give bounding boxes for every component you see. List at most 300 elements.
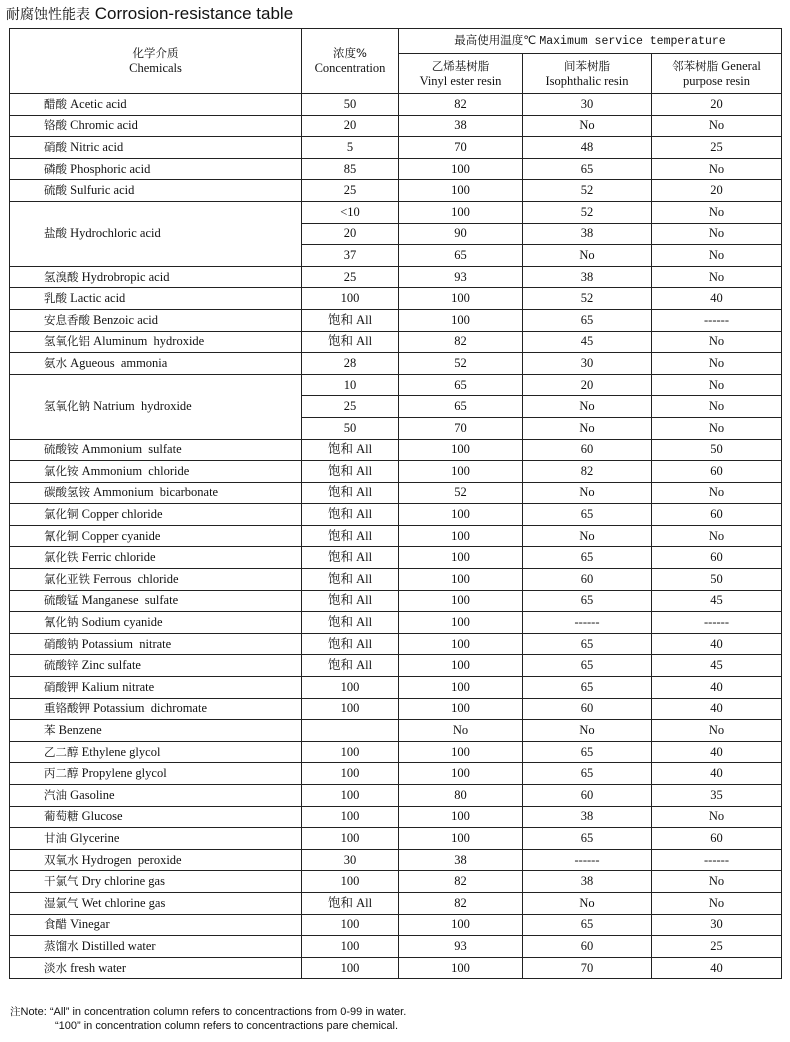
chemical-name-en: Ferrous chloride: [93, 571, 179, 586]
vinyl-ester-cell: 65: [399, 245, 523, 267]
concentration-cell: 饱和 All: [302, 569, 399, 591]
header-max-temp-zh: 最高使用温度℃: [454, 33, 537, 47]
header-conc-en: Concentration: [314, 61, 386, 75]
isophthalic-cell: No: [523, 720, 652, 742]
table-row: [10, 158, 782, 180]
isophthalic-cell: 52: [523, 201, 652, 223]
concentration-cell: 100: [302, 871, 399, 893]
vinyl-ester-cell: 93: [399, 936, 523, 958]
concentration-cell: 100: [302, 763, 399, 785]
chemical-name-zh: 氢氧化钠: [44, 399, 90, 414]
table-row: [10, 266, 782, 288]
chemical-name-zh: 汽油: [44, 787, 67, 802]
general-purpose-cell: 40: [652, 633, 782, 655]
concentration-cell: 100: [302, 957, 399, 979]
chemical-name-en: Glycerine: [70, 830, 120, 845]
concentration-cell: 37: [302, 245, 399, 267]
chemical-name-zh: 氨水: [44, 355, 67, 370]
table-row: [10, 309, 782, 331]
table-row: [10, 785, 782, 807]
chemical-name-cell: [10, 590, 302, 612]
isophthalic-cell: 65: [523, 633, 652, 655]
vinyl-ester-cell: 100: [399, 763, 523, 785]
general-purpose-cell: ------: [652, 612, 782, 634]
chemical-name-zh: 硫酸锰: [44, 593, 79, 608]
chemical-name-cell: [10, 957, 302, 979]
table-row: [10, 353, 782, 375]
chemical-name-en: Ammonium chloride: [81, 463, 190, 478]
chemical-name-zh: 干氯气: [44, 874, 79, 889]
general-purpose-cell: No: [652, 871, 782, 893]
table-row: [10, 569, 782, 591]
chemical-name-zh: 苯: [44, 723, 56, 738]
table-row: [10, 201, 782, 223]
chemical-name-cell: [10, 547, 302, 569]
vinyl-ester-cell: 100: [399, 806, 523, 828]
chemical-name-cell: [10, 94, 302, 116]
vinyl-ester-cell: 100: [399, 914, 523, 936]
chemical-name-cell: [10, 741, 302, 763]
footnote: [10, 1005, 406, 1033]
chemical-name-cell: [10, 180, 302, 202]
table-row: [10, 504, 782, 526]
chemical-name-zh: 氯化铁: [44, 550, 79, 565]
concentration-cell: 100: [302, 677, 399, 699]
general-purpose-cell: No: [652, 720, 782, 742]
table-row: [10, 698, 782, 720]
general-purpose-cell: No: [652, 374, 782, 396]
table-row: [10, 374, 782, 396]
header-gp-zh: 邻苯树脂: [672, 58, 719, 73]
concentration-cell: 50: [302, 417, 399, 439]
vinyl-ester-cell: 70: [399, 417, 523, 439]
chemical-name-zh: 硫酸锌: [44, 658, 79, 673]
table-row: [10, 547, 782, 569]
chemical-name-zh: 甘油: [44, 830, 67, 845]
concentration-cell: 饱和 All: [302, 547, 399, 569]
chemical-name-en: fresh water: [70, 960, 126, 975]
isophthalic-cell: 38: [523, 266, 652, 288]
isophthalic-cell: ------: [523, 612, 652, 634]
chemical-name-cell: [10, 914, 302, 936]
concentration-cell: 饱和 All: [302, 633, 399, 655]
concentration-cell: 饱和 All: [302, 439, 399, 461]
general-purpose-cell: 50: [652, 439, 782, 461]
table-row: [10, 590, 782, 612]
chemical-name-zh: 丙二醇: [44, 766, 79, 781]
concentration-cell: 100: [302, 288, 399, 310]
general-purpose-cell: 40: [652, 763, 782, 785]
table-row: [10, 94, 782, 116]
general-purpose-cell: No: [652, 892, 782, 914]
chemical-name-zh: 硝酸: [44, 139, 67, 154]
chemical-name-en: Chromic acid: [70, 118, 138, 133]
header-isophthalic: [523, 54, 652, 94]
isophthalic-cell: 60: [523, 698, 652, 720]
chemical-name-en: Manganese sulfate: [81, 593, 179, 608]
chemical-name-zh: 食醋: [44, 917, 67, 932]
chemical-name-cell: [10, 763, 302, 785]
chemical-name-en: Potassium nitrate: [81, 636, 172, 651]
chemical-name-en: Ammonium bicarbonate: [93, 485, 219, 500]
general-purpose-cell: 50: [652, 569, 782, 591]
header-concentration: [302, 29, 399, 94]
chemical-name-zh: 氯化铵: [44, 463, 79, 478]
vinyl-ester-cell: 100: [399, 461, 523, 483]
chemical-name-cell: [10, 374, 302, 439]
concentration-cell: 100: [302, 741, 399, 763]
isophthalic-cell: No: [523, 417, 652, 439]
isophthalic-cell: 30: [523, 353, 652, 375]
concentration-cell: 5: [302, 137, 399, 159]
general-purpose-cell: ------: [652, 849, 782, 871]
chemical-name-cell: [10, 936, 302, 958]
chemical-name-cell: [10, 158, 302, 180]
header-max-temp: [399, 29, 782, 54]
chemical-name-zh: 醋酸: [44, 96, 67, 111]
header-iso-en: Isophthalic resin: [545, 73, 629, 88]
vinyl-ester-cell: 100: [399, 957, 523, 979]
chemical-name-cell: [10, 612, 302, 634]
table-row: [10, 439, 782, 461]
table-row: [10, 763, 782, 785]
chemical-name-en: Aluminum hydroxide: [93, 334, 205, 349]
isophthalic-cell: 38: [523, 871, 652, 893]
chemical-name-zh: 硝酸钾: [44, 679, 79, 694]
isophthalic-cell: 65: [523, 590, 652, 612]
general-purpose-cell: 20: [652, 180, 782, 202]
general-purpose-cell: No: [652, 266, 782, 288]
isophthalic-cell: 60: [523, 936, 652, 958]
general-purpose-cell: No: [652, 331, 782, 353]
concentration-cell: <10: [302, 201, 399, 223]
chemical-name-cell: [10, 828, 302, 850]
chemical-name-en: Wet chlorine gas: [81, 895, 166, 910]
chemical-name-en: Copper chloride: [81, 507, 163, 522]
general-purpose-cell: 40: [652, 698, 782, 720]
chemical-name-cell: [10, 201, 302, 266]
isophthalic-cell: 38: [523, 806, 652, 828]
chemical-name-zh: 蒸馏水: [44, 938, 79, 953]
general-purpose-cell: No: [652, 482, 782, 504]
vinyl-ester-cell: 100: [399, 677, 523, 699]
chemical-name-en: Distilled water: [81, 938, 156, 953]
vinyl-ester-cell: 100: [399, 158, 523, 180]
isophthalic-cell: 45: [523, 331, 652, 353]
isophthalic-cell: 70: [523, 957, 652, 979]
corrosion-table: [9, 28, 782, 979]
concentration-cell: 50: [302, 94, 399, 116]
concentration-cell: 饱和 All: [302, 612, 399, 634]
chemical-name-cell: [10, 698, 302, 720]
table-row: [10, 482, 782, 504]
isophthalic-cell: 48: [523, 137, 652, 159]
isophthalic-cell: 60: [523, 569, 652, 591]
concentration-cell: 饱和 All: [302, 461, 399, 483]
isophthalic-cell: 65: [523, 547, 652, 569]
table-row: [10, 892, 782, 914]
chemical-name-en: Dry chlorine gas: [81, 874, 165, 889]
chemical-name-en: Nitric acid: [70, 139, 124, 154]
vinyl-ester-cell: 100: [399, 569, 523, 591]
chemical-name-cell: [10, 353, 302, 375]
general-purpose-cell: 30: [652, 914, 782, 936]
chemical-name-zh: 氰化铜: [44, 528, 79, 543]
chemical-name-cell: [10, 504, 302, 526]
isophthalic-cell: No: [523, 396, 652, 418]
chemical-name-en: Zinc sulfate: [81, 658, 141, 673]
header-iso-zh: 间苯树脂: [564, 58, 610, 73]
isophthalic-cell: 65: [523, 828, 652, 850]
header-vinyl: [399, 54, 523, 94]
chemical-name-en: Agueous ammonia: [70, 355, 168, 370]
chemical-name-cell: [10, 871, 302, 893]
general-purpose-cell: No: [652, 245, 782, 267]
general-purpose-cell: No: [652, 806, 782, 828]
vinyl-ester-cell: 52: [399, 353, 523, 375]
concentration-cell: 25: [302, 266, 399, 288]
table-row: [10, 461, 782, 483]
vinyl-ester-cell: 100: [399, 612, 523, 634]
concentration-cell: 饱和 All: [302, 309, 399, 331]
concentration-cell: 饱和 All: [302, 525, 399, 547]
isophthalic-cell: 65: [523, 914, 652, 936]
isophthalic-cell: No: [523, 245, 652, 267]
concentration-cell: 100: [302, 806, 399, 828]
vinyl-ester-cell: 38: [399, 849, 523, 871]
isophthalic-cell: 65: [523, 309, 652, 331]
chemical-name-cell: [10, 115, 302, 137]
chemical-name-cell: [10, 677, 302, 699]
concentration-cell: 饱和 All: [302, 331, 399, 353]
header-chemicals-zh: 化学介质: [132, 46, 179, 60]
chemical-name-cell: [10, 785, 302, 807]
chemical-name-cell: [10, 288, 302, 310]
chemical-name-zh: 盐酸: [44, 226, 67, 241]
chemical-name-zh: 氢溴酸: [44, 269, 79, 284]
concentration-cell: 饱和 All: [302, 482, 399, 504]
table-row: [10, 957, 782, 979]
chemical-name-cell: [10, 266, 302, 288]
concentration-cell: 20: [302, 115, 399, 137]
chemical-name-cell: [10, 849, 302, 871]
vinyl-ester-cell: 100: [399, 201, 523, 223]
vinyl-ester-cell: 82: [399, 892, 523, 914]
vinyl-ester-cell: 100: [399, 698, 523, 720]
concentration-cell: 饱和 All: [302, 504, 399, 526]
chemical-name-zh: 硫酸: [44, 183, 67, 198]
header-vinyl-zh: 乙烯基树脂: [431, 58, 490, 73]
header-chemicals-en: Chemicals: [129, 61, 182, 75]
isophthalic-cell: 60: [523, 785, 652, 807]
isophthalic-cell: 30: [523, 94, 652, 116]
isophthalic-cell: 60: [523, 439, 652, 461]
chemical-name-cell: [10, 137, 302, 159]
chemical-name-en: Propylene glycol: [81, 766, 167, 781]
chemical-name-zh: 双氧水: [44, 852, 79, 867]
chemical-name-en: Potassium dichromate: [93, 701, 207, 716]
isophthalic-cell: 65: [523, 504, 652, 526]
vinyl-ester-cell: 70: [399, 137, 523, 159]
chemical-name-zh: 葡萄糖: [44, 809, 79, 824]
table-row: [10, 331, 782, 353]
general-purpose-cell: 40: [652, 288, 782, 310]
chemical-name-zh: 磷酸: [44, 161, 67, 176]
header-gp-en1: General: [721, 58, 761, 73]
chemical-name-zh: 铬酸: [44, 118, 67, 133]
general-purpose-cell: 25: [652, 137, 782, 159]
concentration-cell: 100: [302, 828, 399, 850]
general-purpose-cell: No: [652, 525, 782, 547]
vinyl-ester-cell: 100: [399, 439, 523, 461]
table-row: [10, 806, 782, 828]
isophthalic-cell: 65: [523, 677, 652, 699]
general-purpose-cell: 35: [652, 785, 782, 807]
chemical-name-cell: [10, 655, 302, 677]
vinyl-ester-cell: 100: [399, 633, 523, 655]
concentration-cell: 85: [302, 158, 399, 180]
chemical-name-en: Copper cyanide: [81, 528, 161, 543]
chemical-name-en: Lactic acid: [70, 291, 126, 306]
vinyl-ester-cell: 93: [399, 266, 523, 288]
vinyl-ester-cell: 100: [399, 309, 523, 331]
chemical-name-en: Acetic acid: [70, 96, 127, 111]
general-purpose-cell: 25: [652, 936, 782, 958]
chemical-name-en: Benzene: [58, 723, 102, 738]
vinyl-ester-cell: 82: [399, 871, 523, 893]
table-row: [10, 115, 782, 137]
concentration-cell: 30: [302, 849, 399, 871]
table-body: [10, 94, 782, 979]
chemical-name-en: Vinegar: [70, 917, 110, 932]
chemical-name-zh: 乙二醇: [44, 744, 79, 759]
isophthalic-cell: 52: [523, 180, 652, 202]
vinyl-ester-cell: 38: [399, 115, 523, 137]
header-conc-zh: 浓度%: [333, 46, 367, 60]
chemical-name-en: Sodium cyanide: [81, 615, 163, 630]
general-purpose-cell: No: [652, 353, 782, 375]
header-chemicals: [10, 29, 302, 94]
general-purpose-cell: 60: [652, 547, 782, 569]
vinyl-ester-cell: 90: [399, 223, 523, 245]
table-row: [10, 828, 782, 850]
table-row: [10, 677, 782, 699]
chemical-name-cell: [10, 331, 302, 353]
chemical-name-zh: 氯化铜: [44, 507, 79, 522]
general-purpose-cell: 45: [652, 655, 782, 677]
general-purpose-cell: ------: [652, 309, 782, 331]
isophthalic-cell: 65: [523, 741, 652, 763]
concentration-cell: 100: [302, 914, 399, 936]
chemical-name-cell: [10, 439, 302, 461]
concentration-cell: 100: [302, 785, 399, 807]
chemical-name-en: Ethylene glycol: [81, 744, 161, 759]
chemical-name-en: Hydrobropic acid: [81, 269, 170, 284]
isophthalic-cell: 52: [523, 288, 652, 310]
chemical-name-cell: [10, 633, 302, 655]
vinyl-ester-cell: 100: [399, 288, 523, 310]
table-row: [10, 633, 782, 655]
isophthalic-cell: 20: [523, 374, 652, 396]
general-purpose-cell: 40: [652, 677, 782, 699]
isophthalic-cell: 65: [523, 655, 652, 677]
general-purpose-cell: 40: [652, 741, 782, 763]
general-purpose-cell: No: [652, 223, 782, 245]
general-purpose-cell: No: [652, 201, 782, 223]
general-purpose-cell: No: [652, 396, 782, 418]
chemical-name-zh: 氢氧化铝: [44, 334, 90, 349]
vinyl-ester-cell: 100: [399, 504, 523, 526]
chemical-name-en: Ferric chloride: [81, 550, 156, 565]
table-row: [10, 612, 782, 634]
page-title: [6, 4, 293, 25]
vinyl-ester-cell: 100: [399, 655, 523, 677]
concentration-cell: 100: [302, 936, 399, 958]
concentration-cell: 20: [302, 223, 399, 245]
general-purpose-cell: 45: [652, 590, 782, 612]
concentration-cell: 25: [302, 396, 399, 418]
note-line-1: Note: “All” in concentration column refers to concentractions from 0-99 in water.: [20, 1006, 407, 1018]
chemical-name-zh: 氯化亚铁: [44, 571, 90, 586]
general-purpose-cell: 60: [652, 504, 782, 526]
vinyl-ester-cell: 100: [399, 525, 523, 547]
chemical-name-zh: 乳酸: [44, 291, 67, 306]
concentration-cell: 28: [302, 353, 399, 375]
isophthalic-cell: 65: [523, 763, 652, 785]
isophthalic-cell: No: [523, 482, 652, 504]
isophthalic-cell: 65: [523, 158, 652, 180]
isophthalic-cell: ------: [523, 849, 652, 871]
isophthalic-cell: No: [523, 525, 652, 547]
header-max-temp-en: Maximum service temperature: [539, 35, 726, 48]
chemical-name-zh: 重铬酸钾: [44, 701, 90, 716]
vinyl-ester-cell: 52: [399, 482, 523, 504]
table-row: [10, 288, 782, 310]
concentration-cell: 饱和 All: [302, 655, 399, 677]
chemical-name-en: Hydrochloric acid: [70, 226, 161, 241]
vinyl-ester-cell: No: [399, 720, 523, 742]
chemical-name-cell: [10, 482, 302, 504]
chemical-name-en: Sulfuric acid: [70, 183, 135, 198]
title-en: Corrosion-resistance table: [94, 4, 294, 23]
table-row: [10, 525, 782, 547]
general-purpose-cell: 40: [652, 957, 782, 979]
concentration-cell: 100: [302, 698, 399, 720]
table-row: [10, 914, 782, 936]
note-prefix: 注: [10, 1006, 21, 1018]
chemical-name-cell: [10, 309, 302, 331]
chemical-name-en: Benzoic acid: [93, 312, 159, 327]
chemical-name-en: Phosphoric acid: [70, 161, 151, 176]
isophthalic-cell: 82: [523, 461, 652, 483]
chemical-name-zh: 淡水: [44, 960, 67, 975]
chemical-name-zh: 安息香酸: [44, 312, 90, 327]
chemical-name-cell: [10, 720, 302, 742]
table-row: [10, 137, 782, 159]
concentration-cell: 25: [302, 180, 399, 202]
vinyl-ester-cell: 82: [399, 331, 523, 353]
chemical-name-en: Glucose: [81, 809, 123, 824]
chemical-name-en: Ammonium sulfate: [81, 442, 182, 457]
vinyl-ester-cell: 82: [399, 94, 523, 116]
general-purpose-cell: No: [652, 417, 782, 439]
chemical-name-cell: [10, 461, 302, 483]
vinyl-ester-cell: 65: [399, 396, 523, 418]
vinyl-ester-cell: 100: [399, 590, 523, 612]
vinyl-ester-cell: 80: [399, 785, 523, 807]
concentration-cell: [302, 720, 399, 742]
chemical-name-cell: [10, 892, 302, 914]
